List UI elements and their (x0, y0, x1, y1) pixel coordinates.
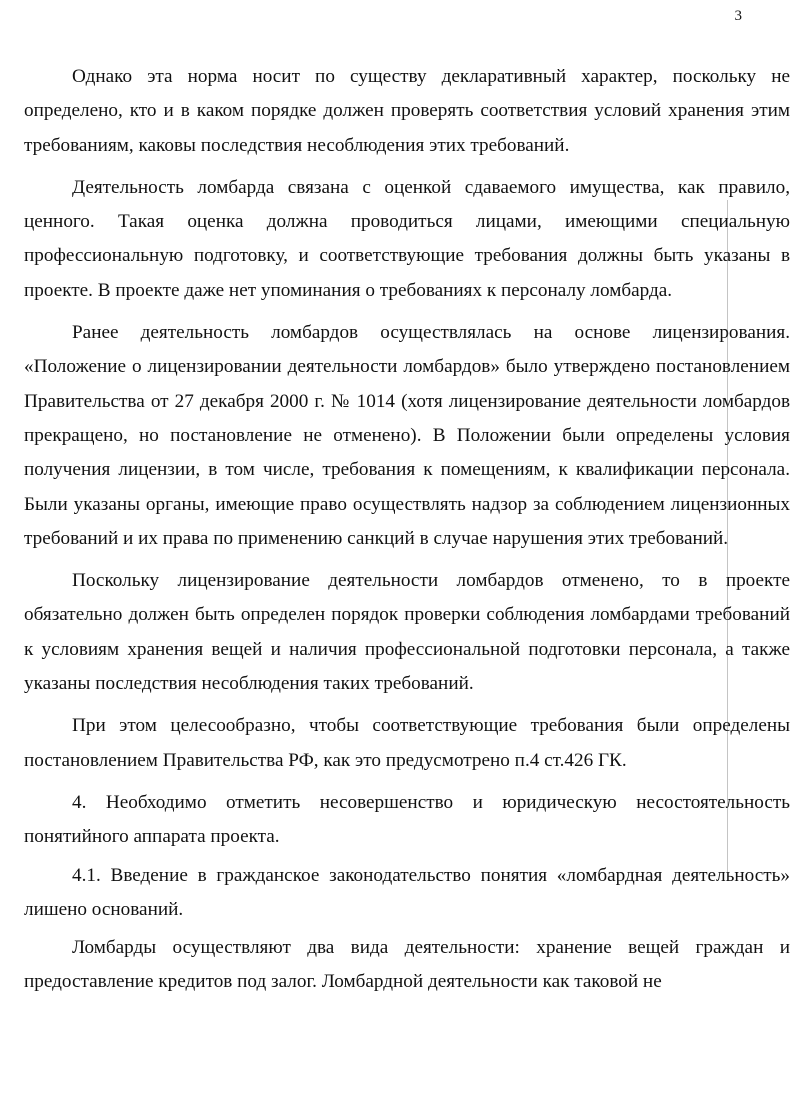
paragraph-licensing-cancelled: Поскольку лицензирование деятельности ломбардов отменено, то в проекте обязательно должен быть определен порядок проверки соблюдения ломбардами требований к условиям хранения вещей и наличия профессиональной подготовки персонала, а также указаны последствия несоблюдения таких требований. (24, 570, 790, 695)
scan-fold-line (727, 200, 728, 880)
paragraph-section-4: 4. Необходимо отметить несовершенство и юридическую несостоятельность понятийного аппарата проекта. (24, 791, 790, 848)
page-number: 3 (734, 8, 742, 24)
paragraph-pawnshop-activities: Ломбарды осуществляют два вида деятельности: хранение вещей граждан и предоставление кредитов под залог. Ломбардной деятельности как таковой не (24, 937, 790, 993)
paragraph-section-4-1: 4.1. Введение в гражданское законодательство понятия «ломбардная деятельность» лишено оснований. (24, 864, 790, 920)
paragraph-pawnshop-valuation: Деятельность ломбарда связана с оценкой сдаваемого имущества, как правило, ценного. Такая оценка должна проводиться лицами, имеющими специальную профессиональную подготовку, и соответствующие требования должны быть указаны в проекте. В проекте даже нет упоминания о требованиях к персоналу ломбарда. (24, 176, 790, 301)
document-body (24, 60, 790, 1000)
paragraph-declarative-norm: Однако эта норма носит по существу декларативный характер, поскольку не определено, кто и в каком порядке должен проверять соответствия условий хранения этим требованиям, каковы последствия несоблюдения этих требований. (24, 66, 790, 156)
paragraph-government-decree: При этом целесообразно, чтобы соответствующие требования были определены постановлением Правительства РФ, как это предусмотрено п.4 ст.426 ГК. (24, 715, 790, 771)
paragraph-licensing-history: Ранее деятельность ломбардов осуществлялась на основе лицензирования. «Положение о лицензировании деятельности ломбардов» было утверждено постановлением Правительства от 27 декабря 2000 г. № 1014 (хотя лицензирование деятельности ломбардов прекращено, но постановление не отменено). В Положении были определены условия получения лицензии, в том числе, требования к помещениям, к квалификации персонала. Были указаны органы, имеющие право осуществлять надзор за соблюдением лицензионных требований и их права по применению санкций в случае нарушения этих требований. (24, 322, 790, 549)
